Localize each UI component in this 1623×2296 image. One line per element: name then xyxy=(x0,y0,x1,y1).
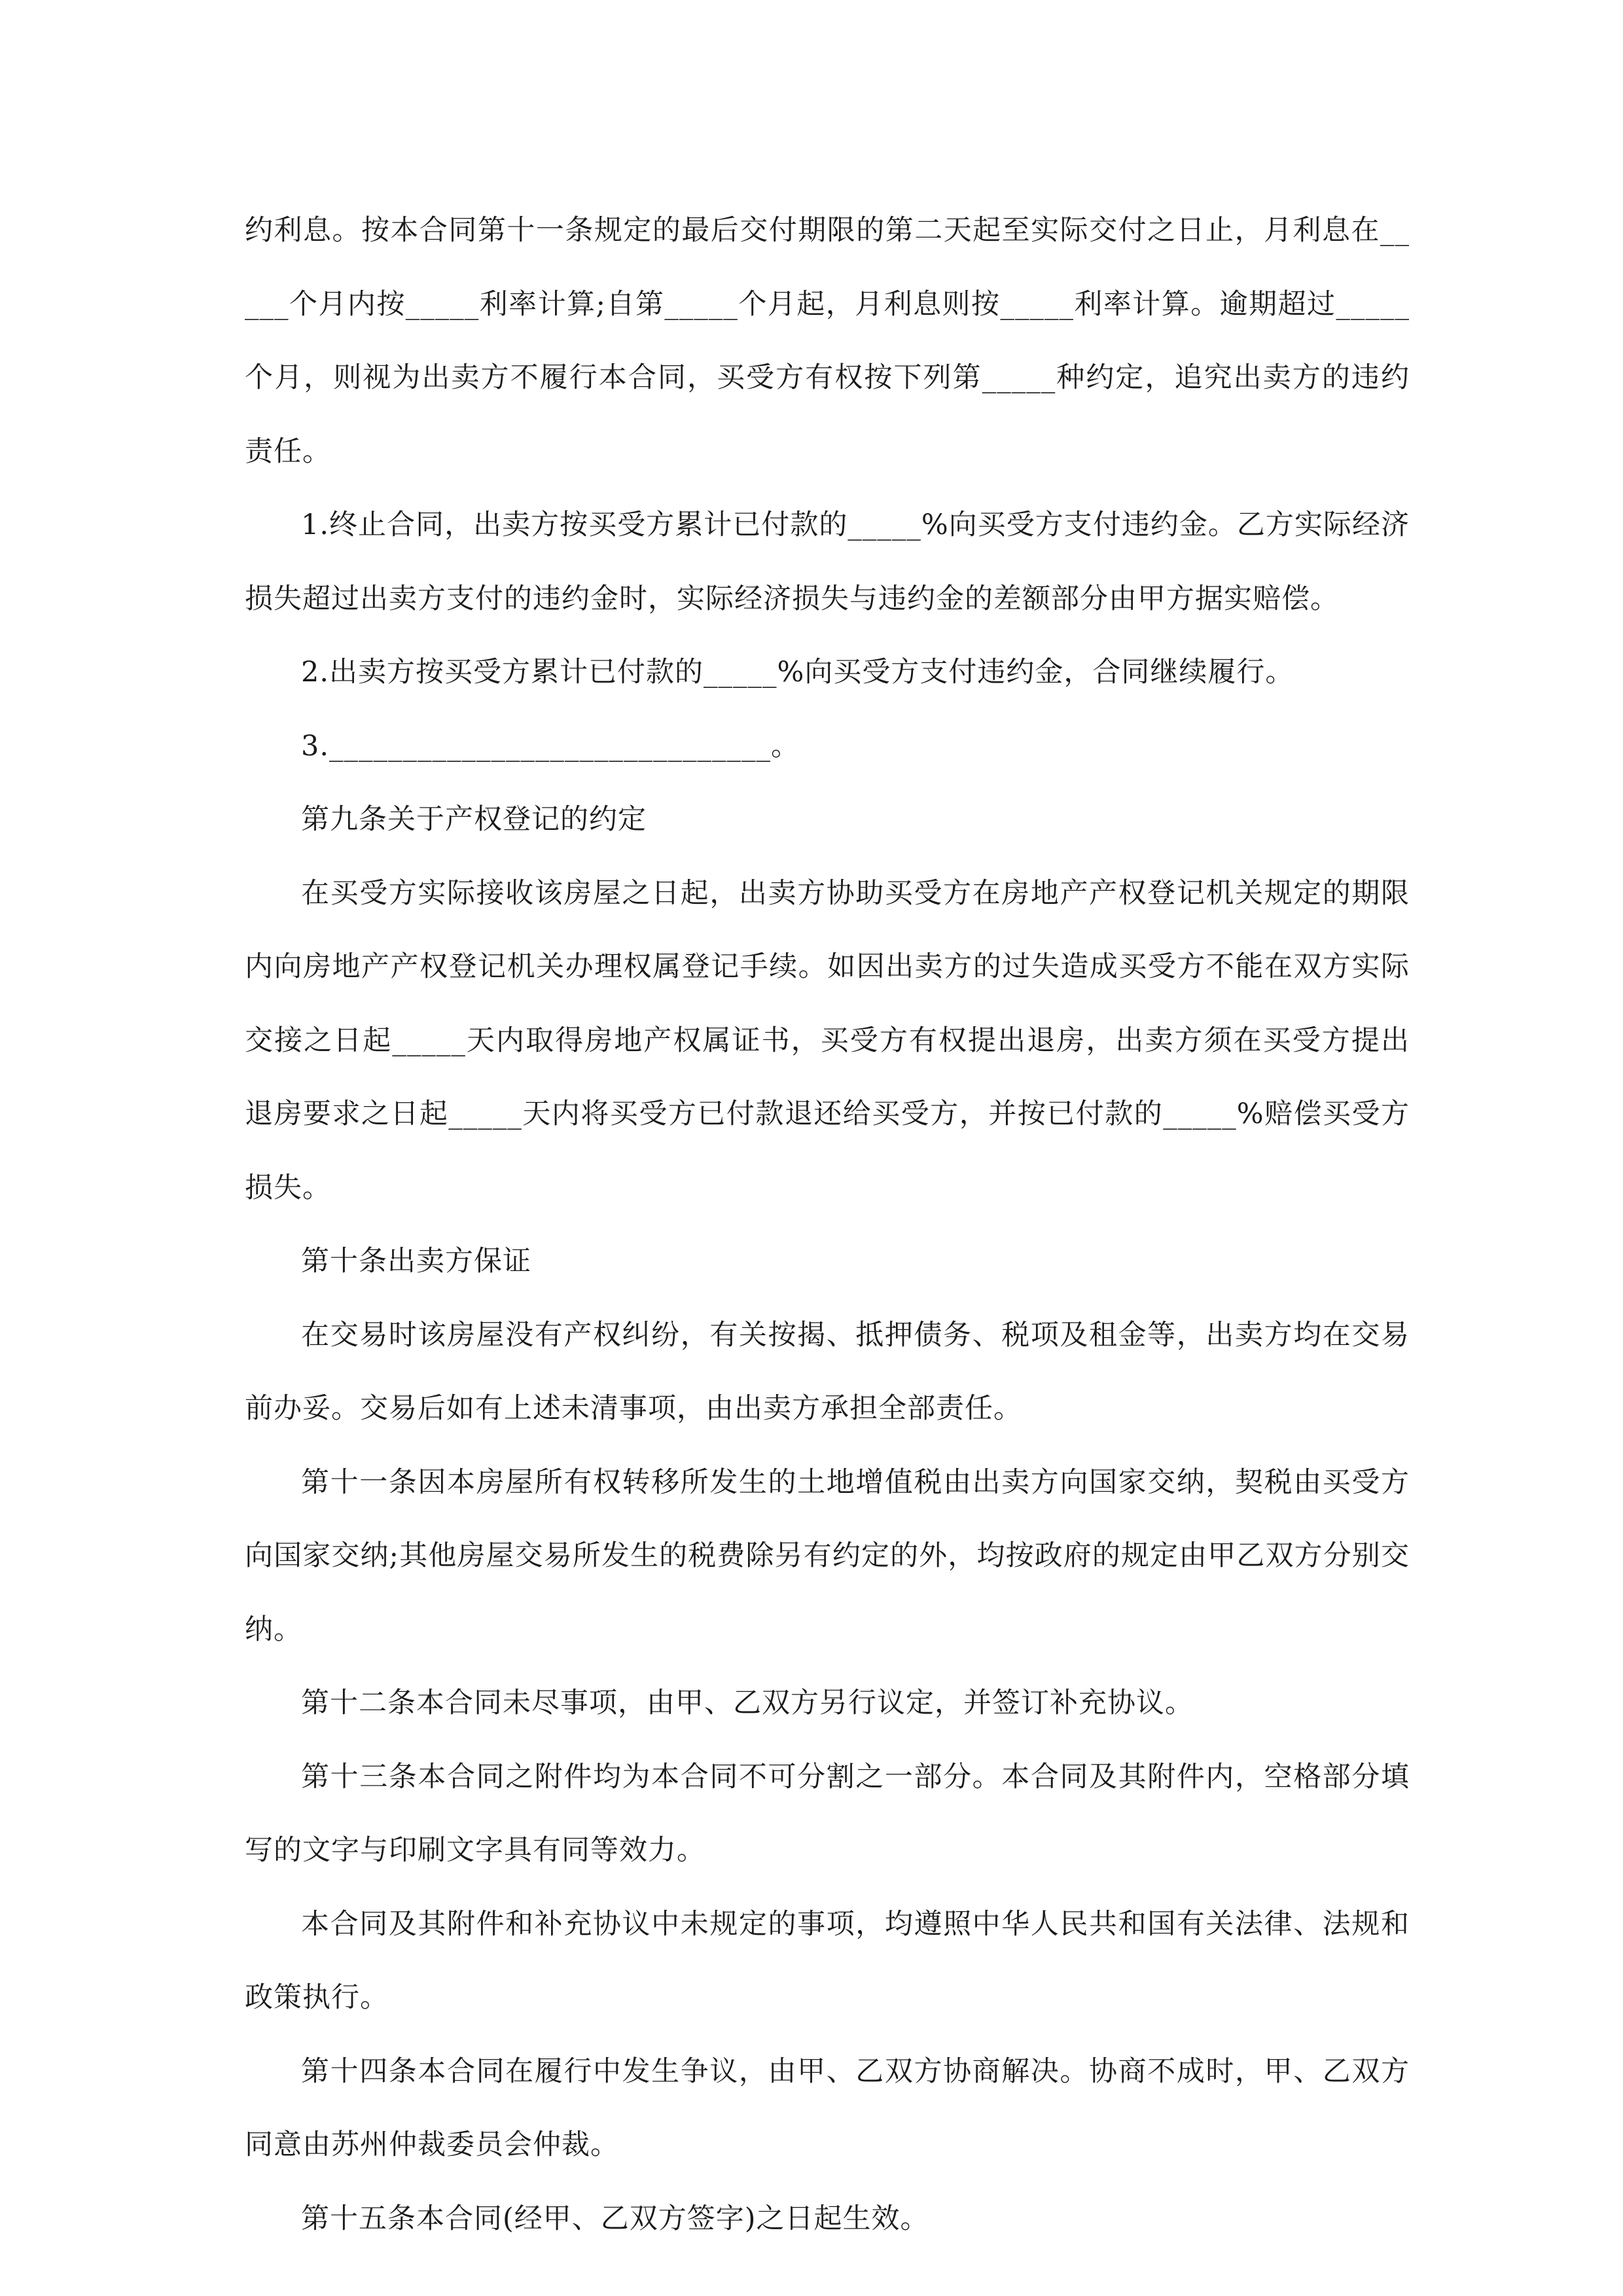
paragraph-option-3-blank: 3.______________________________。 xyxy=(301,729,800,762)
article-10-body: 在交易时该房屋没有产权纠纷，有关按揭、抵押债务、税项及租金等，出卖方均在交易前办妥。交易后如有上述未清事项，由出卖方承担全部责任。 xyxy=(245,1318,1410,1425)
article-11: 第十一条因本房屋所有权转移所发生的土地增值税由出卖方向国家交纳，契税由买受方向国家交纳;其他房屋交易所发生的税费除另有约定的外，均按政府的规定由甲乙双方分别交纳。 xyxy=(245,1465,1410,1646)
article-9-heading: 第九条关于产权登记的约定 xyxy=(301,803,647,836)
article-15: 第十五条本合同(经甲、乙双方签字)之日起生效。 xyxy=(301,2202,929,2235)
article-12: 第十二条本合同未尽事项，由甲、乙双方另行议定，并签订补充协议。 xyxy=(301,1687,1194,1719)
article-13-supplement: 本合同及其附件和补充协议中未规定的事项，均遵照中华人民共和国有关法律、法规和政策执行。 xyxy=(245,1907,1410,2014)
paragraph-option-2-continue: 2.出卖方按买受方累计已付款的_____%向买受方支付违约金，合同继续履行。 xyxy=(301,656,1294,689)
paragraph-interest-continuation: 约利息。按本合同第十一条规定的最后交付期限的第二天起至实际交付之日止，月利息在_____个月内按_____利率计算;自第_____个月起，月利息则按_____利率计算。逾期超过_____个月，则视为出卖方不履行本合同，买受方有权按下列第_____种约定，追究出卖方的违约责任。 xyxy=(245,214,1410,468)
article-9-body: 在买受方实际接收该房屋之日起，出卖方协助买受方在房地产产权登记机关规定的期限内向房地产产权登记机关办理权属登记手续。如因出卖方的过失造成买受方不能在双方实际交接之日起_____天内取得房地产权属证书，买受方有权提出退房，出卖方须在买受方提出退房要求之日起_____天内将买受方已付款退还给买受方，并按已付款的_____%赔偿买受方损失。 xyxy=(245,876,1410,1204)
article-10-heading: 第十条出卖方保证 xyxy=(301,1245,531,1278)
article-14: 第十四条本合同在履行中发生争议，由甲、乙双方协商解决。协商不成时，甲、乙双方同意由苏州仲裁委员会仲裁。 xyxy=(245,2054,1410,2161)
article-13: 第十三条本合同之附件均为本合同不可分割之一部分。本合同及其附件内，空格部分填写的文字与印刷文字具有同等效力。 xyxy=(245,1760,1410,1867)
paragraph-option-1-terminate: 1.终止合同，出卖方按买受方累计已付款的_____%向买受方支付违约金。乙方实际经济损失超过出卖方支付的违约金时，实际经济损失与违约金的差额部分由甲方据实赔偿。 xyxy=(245,509,1410,615)
contract-body xyxy=(245,194,1410,2255)
